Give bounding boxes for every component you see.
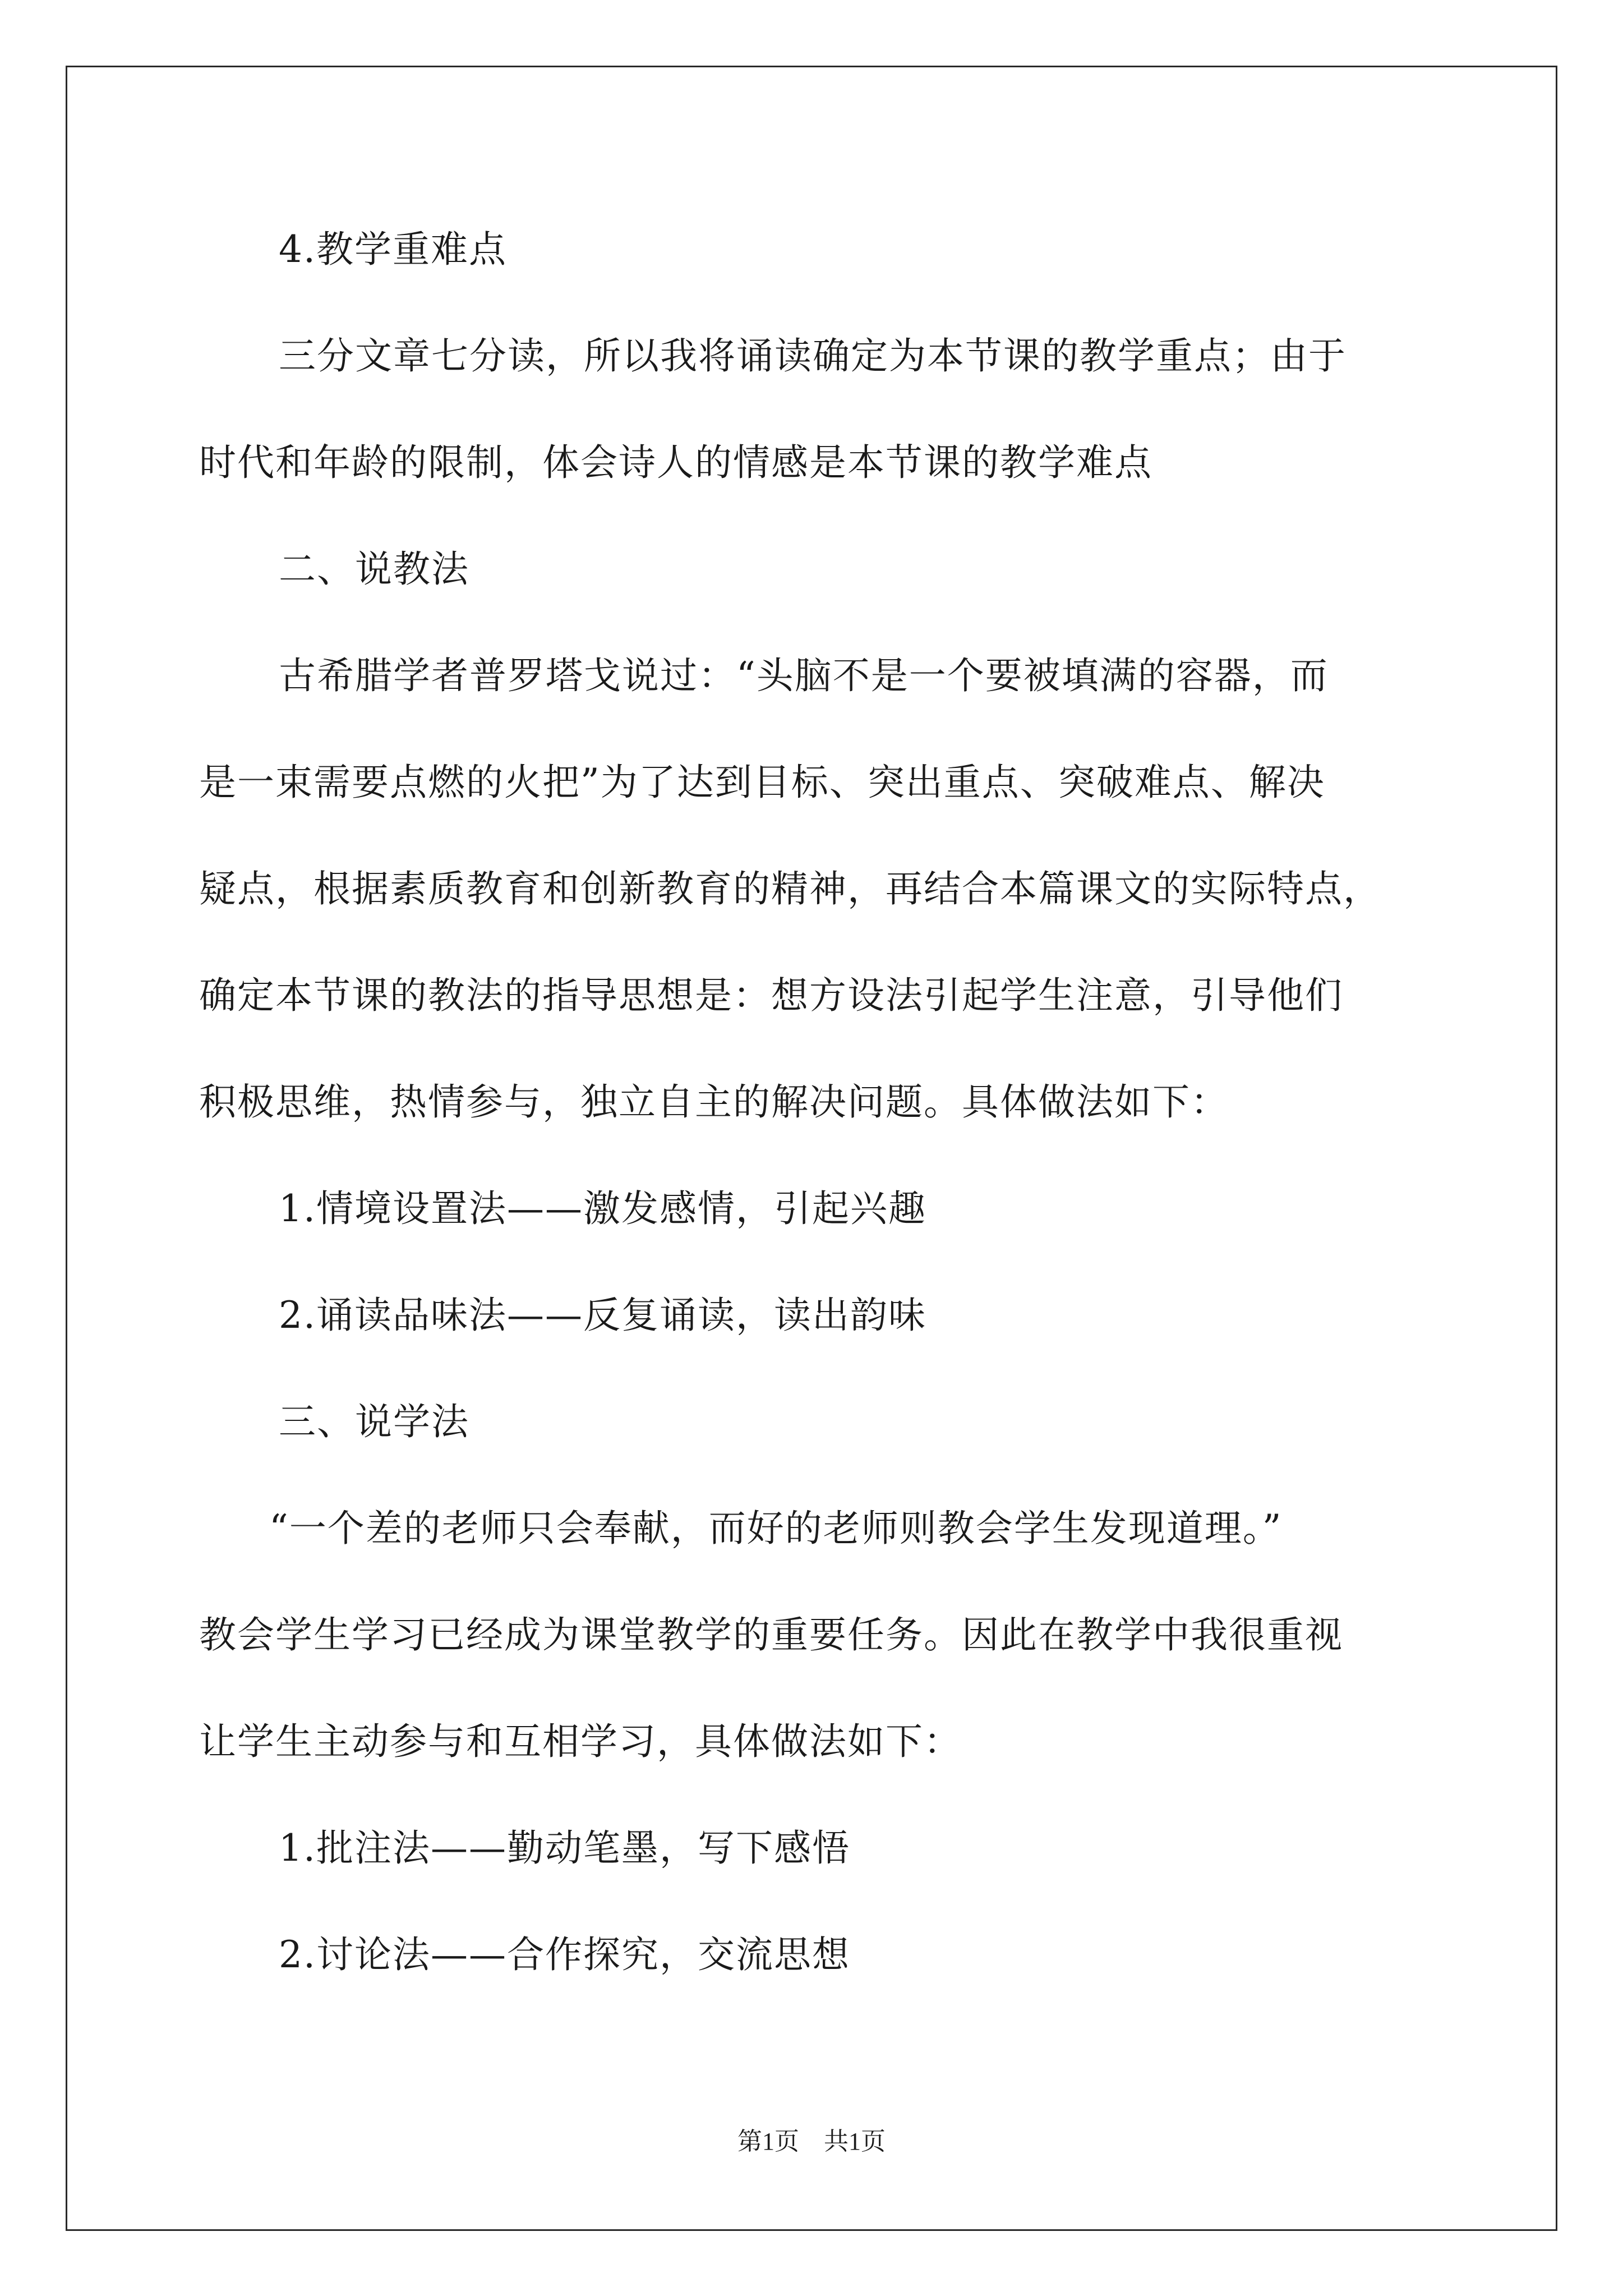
paragraph-line: 三分文章七分读，所以我将诵读确定为本节课的教学重点；由于 [279,334,1347,378]
page-footer: 第1页 共1页 [737,2128,886,2155]
paragraph-line: 古希腊学者普罗塔戈说过：“头脑不是一个要被填满的容器，而 [279,654,1329,697]
paragraph-line: 教会学生学习已经成为课堂教学的重要任务。因此在教学中我很重视 [199,1613,1343,1657]
paragraph-line: 让学生主动参与和互相学习，具体做法如下： [199,1720,962,1763]
heading-teaching-method: 二、说教法 [279,547,469,591]
heading-teaching-focus: 4.教学重难点 [279,228,507,271]
list-item: 1.批注法——勤动笔墨，写下感悟 [279,1826,850,1870]
page-border [66,66,1557,2231]
paragraph-line: 确定本节课的教法的指导思想是：想方设法引起学生注意，引导他们 [199,974,1343,1017]
paragraph-line: 时代和年龄的限制，体会诗人的情感是本节课的教学难点 [199,441,1152,484]
quote-line: “一个差的老师只会奉献，而好的老师则教会学生发现道理。” [269,1507,1283,1550]
list-item: 2.诵读品味法——反复诵读，读出韵味 [279,1294,926,1337]
paragraph-line: 是一束需要点燃的火把”为了达到目标、突出重点、突破难点、解决 [199,761,1325,804]
paragraph-line: 疑点，根据素质教育和创新教育的精神，再结合本篇课文的实际特点， [199,867,1381,910]
paragraph-line: 积极思维，热情参与，独立自主的解决问题。具体做法如下： [199,1080,1229,1124]
list-item: 1.情境设置法——激发感情，引起兴趣 [279,1187,926,1230]
heading-learning-method: 三、说学法 [279,1400,469,1443]
list-item: 2.讨论法——合作探究，交流思想 [279,1933,850,1976]
